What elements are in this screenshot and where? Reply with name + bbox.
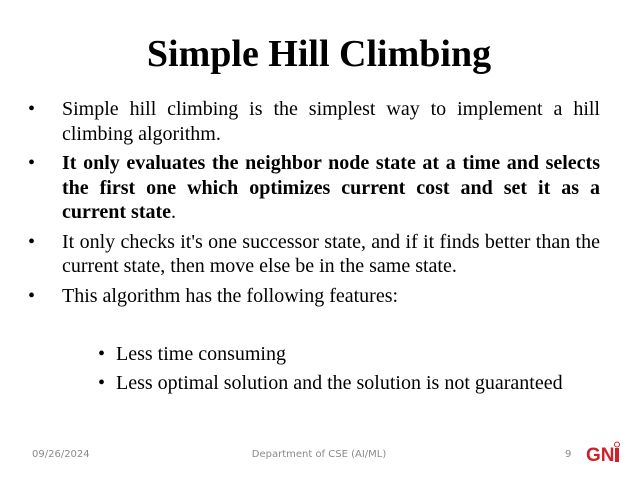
- bullet-list: [24, 97, 600, 313]
- bullet-item: [24, 284, 600, 309]
- sub-bullet-item: [24, 342, 600, 367]
- bullet-marker: •: [28, 98, 36, 120]
- sub-bullet-marker: •: [98, 343, 106, 365]
- sub-bullet-item: [24, 371, 600, 396]
- footer-department: Department of CSE (AI/ML): [251, 449, 387, 460]
- sub-bullet-text: Less optimal solution and the solution is not guaranteed: [116, 371, 563, 394]
- bullet-bold-text: It only evaluates the neighbor node state at a time and selects the first one which optimizes current cost and set it as a current state: [62, 152, 600, 223]
- bullet-marker: •: [28, 230, 36, 253]
- gni-logo-icon: [585, 441, 625, 465]
- bullet-item: [24, 151, 600, 225]
- bullet-text-suffix: .: [171, 201, 177, 223]
- bullet-marker: •: [28, 284, 36, 307]
- bullet-item: [24, 97, 600, 146]
- sub-bullet-text: Less time consuming: [116, 343, 286, 365]
- bullet-item: [24, 230, 600, 279]
- logo-text: GN: [586, 445, 615, 465]
- sub-bullet-marker: •: [98, 371, 106, 394]
- sub-bullet-list: [24, 342, 600, 399]
- bullet-text: This algorithm has the following features:: [62, 284, 399, 307]
- slide-title: Simple Hill Climbing: [146, 33, 492, 75]
- bullet-text: It only checks it's one successor state, and if it finds better than the current state, then move else be in the same state.: [62, 230, 600, 277]
- footer-page-number: 9: [565, 449, 572, 460]
- bullet-text: Simple hill climbing is the simplest way to implement a hill climbing algorithm.: [62, 98, 600, 145]
- footer-date: 09/26/2024: [32, 449, 90, 460]
- bullet-marker: •: [28, 152, 36, 174]
